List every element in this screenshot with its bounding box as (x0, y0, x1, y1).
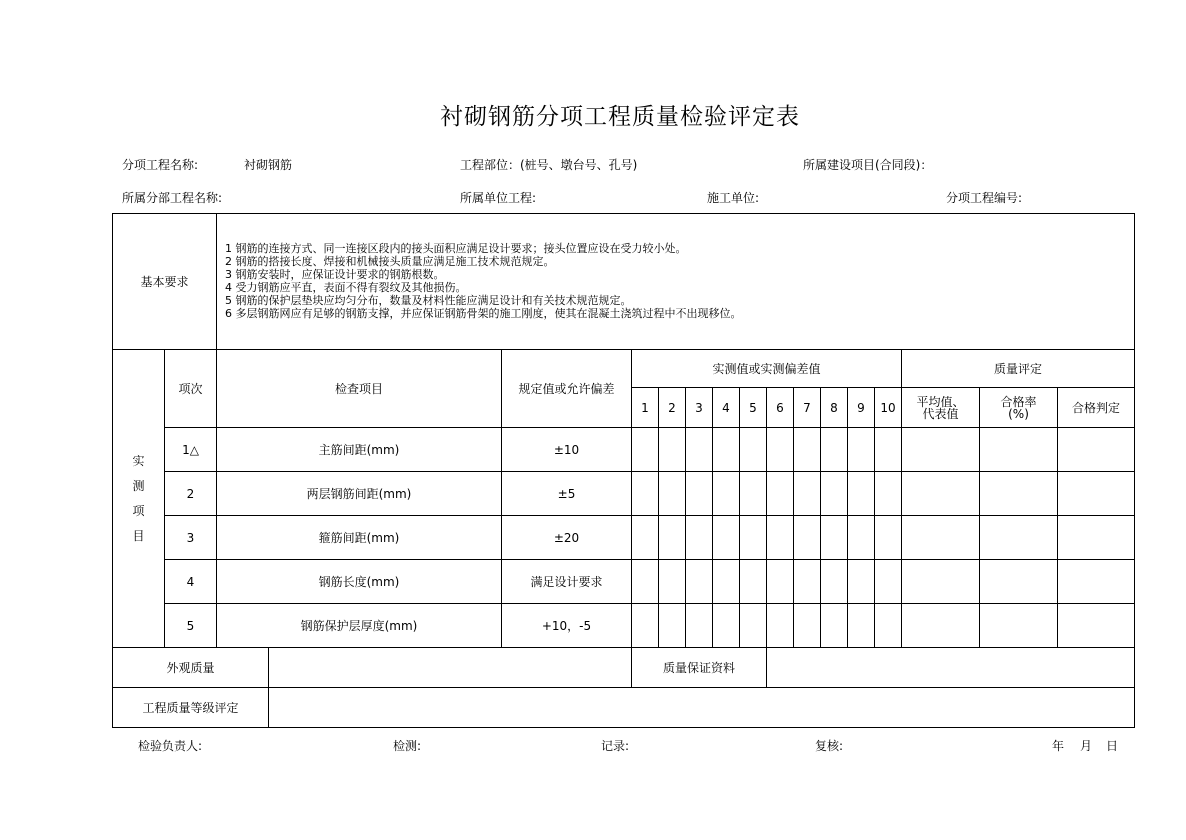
value-cell[interactable] (848, 560, 875, 604)
measured-items-section-label: 实 测 项 目 (113, 350, 165, 648)
value-cell[interactable] (767, 560, 794, 604)
value-cell[interactable] (767, 472, 794, 516)
eval-judge-header: 合格判定 (1058, 388, 1135, 428)
row-no: 2 (165, 472, 217, 516)
eval-cell[interactable] (1058, 560, 1135, 604)
value-cell[interactable] (740, 428, 767, 472)
value-cell[interactable] (740, 560, 767, 604)
row-spec: +10，-5 (502, 604, 632, 648)
value-cell[interactable] (875, 604, 902, 648)
value-cell[interactable] (821, 428, 848, 472)
value-cell[interactable] (740, 516, 767, 560)
value-cell[interactable] (632, 560, 659, 604)
quality-docs-value[interactable] (767, 648, 1135, 688)
value-cell[interactable] (821, 516, 848, 560)
inspection-table (112, 213, 1135, 728)
value-cell[interactable] (794, 560, 821, 604)
value-cell[interactable] (659, 428, 686, 472)
basic-requirements-text (217, 214, 1135, 350)
eval-cell[interactable] (902, 428, 980, 472)
quality-docs-label: 质量保证资料 (632, 648, 767, 688)
eval-cell[interactable] (902, 516, 980, 560)
table-row (113, 604, 1135, 648)
requirement-line: 3 钢筋安装时，应保证设计要求的钢筋根数。 (225, 268, 445, 281)
value-cell[interactable] (848, 428, 875, 472)
recorder-label: 记录: (601, 739, 630, 753)
day-label: 日 (1106, 739, 1119, 753)
value-col-header: 5 (740, 388, 767, 428)
eval-rate-header: 合格率 (%) (980, 388, 1058, 428)
value-cell[interactable] (848, 472, 875, 516)
value-cell[interactable] (632, 428, 659, 472)
eval-cell[interactable] (1058, 516, 1135, 560)
inspector-label: 检验负责人: (138, 739, 203, 753)
value-col-header: 6 (767, 388, 794, 428)
value-cell[interactable] (794, 428, 821, 472)
location-label: 工程部位：(桩号、墩台号、孔号) (460, 158, 638, 172)
requirement-line: 4 受力钢筋应平直，表面不得有裂纹及其他损伤。 (225, 281, 467, 294)
value-cell[interactable] (821, 560, 848, 604)
row-spec: ±5 (502, 472, 632, 516)
eval-cell[interactable] (980, 560, 1058, 604)
value-cell[interactable] (740, 604, 767, 648)
appearance-label: 外观质量 (113, 648, 269, 688)
year-label: 年 (1052, 739, 1065, 753)
value-cell[interactable] (659, 472, 686, 516)
eval-cell[interactable] (980, 428, 1058, 472)
grade-value[interactable] (269, 688, 1135, 728)
unit-project-label: 所属单位工程: (460, 191, 537, 205)
value-cell[interactable] (794, 604, 821, 648)
value-cell[interactable] (713, 560, 740, 604)
value-cell[interactable] (686, 516, 713, 560)
eval-cell[interactable] (980, 516, 1058, 560)
value-cell[interactable] (794, 472, 821, 516)
eval-cell[interactable] (980, 472, 1058, 516)
col-header-no: 项次 (165, 350, 217, 428)
value-cell[interactable] (875, 516, 902, 560)
value-cell[interactable] (821, 604, 848, 648)
value-cell[interactable] (767, 604, 794, 648)
basic-requirements-label: 基本要求 (113, 214, 217, 350)
value-col-header: 1 (632, 388, 659, 428)
table-row (113, 560, 1135, 604)
eval-cell[interactable] (1058, 604, 1135, 648)
eval-avg-header: 平均值、 代表值 (902, 388, 980, 428)
value-cell[interactable] (659, 516, 686, 560)
row-item: 钢筋长度(mm) (217, 560, 502, 604)
eval-cell[interactable] (980, 604, 1058, 648)
value-cell[interactable] (794, 516, 821, 560)
tester-label: 检测: (393, 739, 422, 753)
value-cell[interactable] (713, 604, 740, 648)
value-cell[interactable] (686, 428, 713, 472)
value-cell[interactable] (686, 560, 713, 604)
value-col-header: 9 (848, 388, 875, 428)
sub-project-label: 分项工程名称: (122, 158, 199, 172)
row-item: 主筋间距(mm) (217, 428, 502, 472)
col-header-item: 检查项目 (217, 350, 502, 428)
sub-project-value: 衬砌钢筋 (244, 158, 293, 172)
value-col-header: 8 (821, 388, 848, 428)
value-cell[interactable] (632, 516, 659, 560)
col-header-spec: 规定值或允许偏差 (502, 350, 632, 428)
value-cell[interactable] (713, 516, 740, 560)
row-item: 钢筋保护层厚度(mm) (217, 604, 502, 648)
value-cell[interactable] (821, 472, 848, 516)
eval-cell[interactable] (902, 560, 980, 604)
construction-project-label: 所属建设项目(合同段)： (803, 158, 933, 172)
value-cell[interactable] (767, 516, 794, 560)
value-col-header: 7 (794, 388, 821, 428)
row-item: 箍筋间距(mm) (217, 516, 502, 560)
value-cell[interactable] (875, 428, 902, 472)
value-col-header: 3 (686, 388, 713, 428)
contractor-label: 施工单位: (707, 191, 760, 205)
value-cell[interactable] (740, 472, 767, 516)
value-cell[interactable] (659, 604, 686, 648)
value-cell[interactable] (713, 428, 740, 472)
requirement-line: 6 多层钢筋网应有足够的钢筋支撑，并应保证钢筋骨架的施工刚度，使其在混凝土浇筑过程中不出现移位。 (225, 307, 742, 320)
row-item: 两层钢筋间距(mm) (217, 472, 502, 516)
value-cell[interactable] (632, 604, 659, 648)
requirement-line: 5 钢筋的保护层垫块应均匀分布，数量及材料性能应满足设计和有关技术规范规定。 (225, 294, 632, 307)
eval-cell[interactable] (1058, 428, 1135, 472)
table-row (113, 428, 1135, 472)
grade-label: 工程质量等级评定 (113, 688, 269, 728)
row-spec: 满足设计要求 (502, 560, 632, 604)
value-cell[interactable] (659, 560, 686, 604)
value-cell[interactable] (767, 428, 794, 472)
value-cell[interactable] (632, 472, 659, 516)
row-spec: ±20 (502, 516, 632, 560)
sub-project-no-label: 分项工程编号: (946, 191, 1023, 205)
value-cell[interactable] (686, 604, 713, 648)
eval-cell[interactable] (902, 472, 980, 516)
row-no: 1△ (165, 428, 217, 472)
value-col-header: 4 (713, 388, 740, 428)
row-no: 3 (165, 516, 217, 560)
table-row (113, 516, 1135, 560)
month-label: 月 (1080, 739, 1093, 753)
row-no: 4 (165, 560, 217, 604)
division-label: 所属分部工程名称: (122, 191, 223, 205)
value-cell[interactable] (848, 604, 875, 648)
eval-cell[interactable] (902, 604, 980, 648)
col-header-eval: 质量评定 (902, 350, 1135, 388)
page-title: 衬砌钢筋分项工程质量检验评定表 (440, 104, 800, 130)
value-cell[interactable] (875, 472, 902, 516)
table-row (113, 472, 1135, 516)
value-cell[interactable] (686, 472, 713, 516)
row-spec: ±10 (502, 428, 632, 472)
requirement-line: 2 钢筋的搭接长度、焊接和机械接头质量应满足施工技术规范规定。 (225, 255, 555, 268)
requirement-line: 1 钢筋的连接方式、同一连接区段内的接头面积应满足设计要求；接头位置应设在受力较小处。 (225, 242, 687, 255)
value-col-header: 10 (875, 388, 902, 428)
appearance-value[interactable] (269, 648, 632, 688)
value-col-header: 2 (659, 388, 686, 428)
eval-cell[interactable] (1058, 472, 1135, 516)
col-header-values: 实测值或实测偏差值 (632, 350, 902, 388)
row-no: 5 (165, 604, 217, 648)
value-cell[interactable] (848, 516, 875, 560)
value-cell[interactable] (713, 472, 740, 516)
value-cell[interactable] (875, 560, 902, 604)
reviewer-label: 复核: (815, 739, 844, 753)
